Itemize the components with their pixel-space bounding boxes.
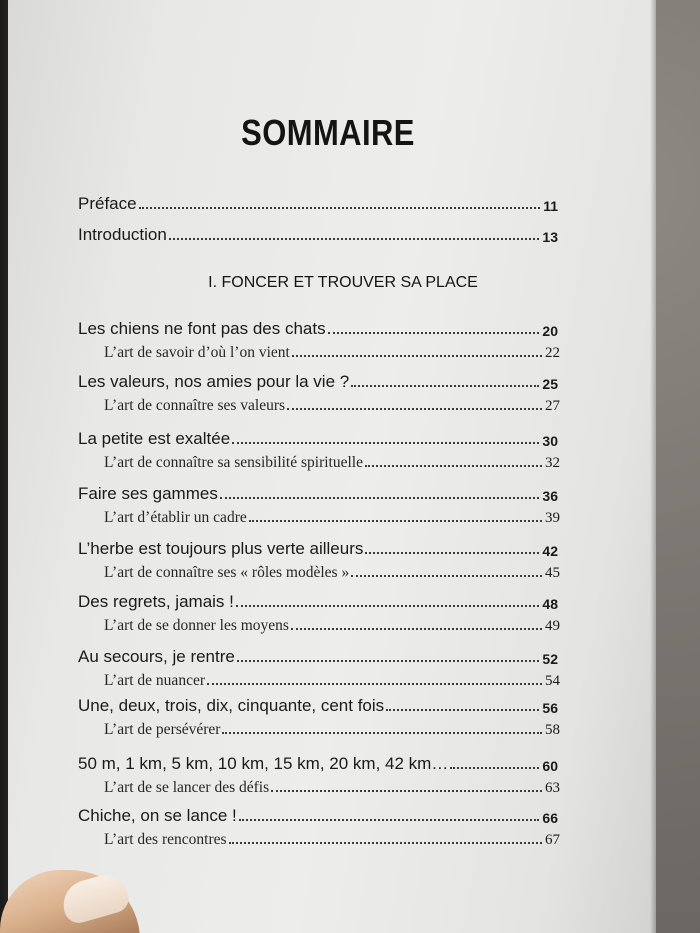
dot-leader	[169, 238, 540, 240]
toc-subsection	[104, 501, 560, 527]
dot-leader	[207, 683, 542, 685]
toc-subsection-title: L’art de nuancer	[104, 672, 205, 689]
dot-leader	[351, 385, 539, 387]
dot-leader	[351, 575, 542, 577]
section-heading: I. FONCER ET TROUVER SA PLACE	[208, 274, 478, 291]
dot-leader	[450, 767, 539, 769]
toc-page-number: 25	[542, 376, 558, 392]
dot-leader	[365, 552, 539, 554]
toc-chapter-title: Les valeurs, nos amies pour la vie ?	[78, 372, 350, 391]
toc-page-number: 67	[545, 832, 560, 848]
toc-page-number: 39	[545, 510, 560, 526]
toc-page-number: 54	[545, 673, 560, 689]
toc-subsection-title: L’art de se lancer des défis	[104, 779, 270, 796]
toc-page-number: 49	[545, 618, 560, 634]
toc-subsection	[104, 713, 560, 739]
toc-subsection-title: L’art de se donner les moyens	[104, 617, 289, 634]
page-title: SOMMAIRE	[241, 112, 415, 153]
toc-page-number: 45	[545, 565, 560, 581]
toc-subsection	[104, 446, 560, 472]
toc-subsection	[104, 823, 560, 849]
dot-leader	[291, 628, 542, 630]
toc-entry-introduction	[78, 219, 558, 245]
toc-chapter-title: Chiche, on se lance !	[78, 806, 237, 825]
toc-page-number: 66	[542, 810, 558, 826]
toc-chapter-title: Les chiens ne font pas des chats	[78, 319, 326, 338]
toc-chapter-title: Des regrets, jamais !	[78, 592, 234, 611]
toc-page-number: 32	[545, 455, 560, 471]
toc-chapter-title: 50 m, 1 km, 5 km, 10 km, 15 km, 20 km, 42 km…	[78, 754, 449, 773]
toc-page-number: 11	[543, 198, 558, 214]
toc-subsection-title: L’art de persévérer	[104, 721, 221, 738]
toc-subsection-title: L’art d’établir un cadre	[104, 509, 247, 526]
toc-page-number: 58	[545, 722, 560, 738]
toc-subsection	[104, 336, 560, 362]
toc-subsection-title: L’art de connaître sa sensibilité spirituelle	[104, 454, 363, 471]
toc-subsection-title: L’art de connaître ses « rôles modèles »	[104, 564, 350, 581]
toc-page-number: 48	[542, 596, 558, 612]
toc-page-number: 60	[542, 758, 558, 774]
toc-page-number: 63	[545, 780, 560, 796]
dot-leader	[232, 442, 539, 444]
toc-page-number: 22	[545, 345, 560, 361]
toc-subsection	[104, 556, 560, 582]
page-edge-shadow	[650, 0, 656, 933]
toc-subsection-title: L’art de savoir d’où l’on vient	[104, 344, 290, 361]
toc-chapter-title: L’herbe est toujours plus verte ailleurs	[78, 539, 364, 558]
dot-leader	[222, 732, 542, 734]
book-page	[8, 0, 656, 933]
toc-subsection-title: L’art des rencontres	[104, 831, 227, 848]
toc-entry-label: Préface	[78, 194, 137, 213]
toc-page-number: 52	[542, 651, 558, 667]
toc-page-number: 56	[542, 700, 558, 716]
toc-subsection	[104, 771, 560, 797]
toc-page-number: 13	[542, 229, 558, 245]
dot-leader	[365, 465, 542, 467]
dot-leader	[237, 660, 540, 662]
dot-leader	[229, 842, 542, 844]
toc-page-number: 42	[542, 543, 558, 559]
toc-page-number: 27	[545, 398, 560, 414]
dot-leader	[239, 819, 540, 821]
dot-leader	[236, 605, 540, 607]
toc-subsection	[104, 389, 560, 415]
toc-entry-preface	[78, 188, 558, 214]
toc-page-number: 20	[542, 323, 558, 339]
toc-entry-label: Introduction	[78, 225, 167, 244]
toc-chapter-title: Faire ses gammes	[78, 484, 218, 503]
dot-leader	[386, 709, 539, 711]
toc-subsection	[104, 609, 560, 635]
dot-leader	[292, 355, 542, 357]
toc-chapter-title: Au secours, je rentre	[78, 647, 235, 666]
dot-leader	[328, 332, 540, 334]
toc-page-number: 30	[542, 433, 558, 449]
toc-page-number: 36	[542, 488, 558, 504]
toc-subsection	[104, 664, 560, 690]
toc-subsection-title: L’art de connaître ses valeurs	[104, 397, 286, 414]
toc-chapter-title: La petite est exaltée	[78, 429, 231, 448]
dot-leader	[139, 207, 541, 209]
dot-leader	[287, 408, 542, 410]
dot-leader	[249, 520, 542, 522]
toc-chapter-title: Une, deux, trois, dix, cinquante, cent fois	[78, 696, 385, 715]
dot-leader	[271, 790, 542, 792]
dot-leader	[220, 497, 540, 499]
